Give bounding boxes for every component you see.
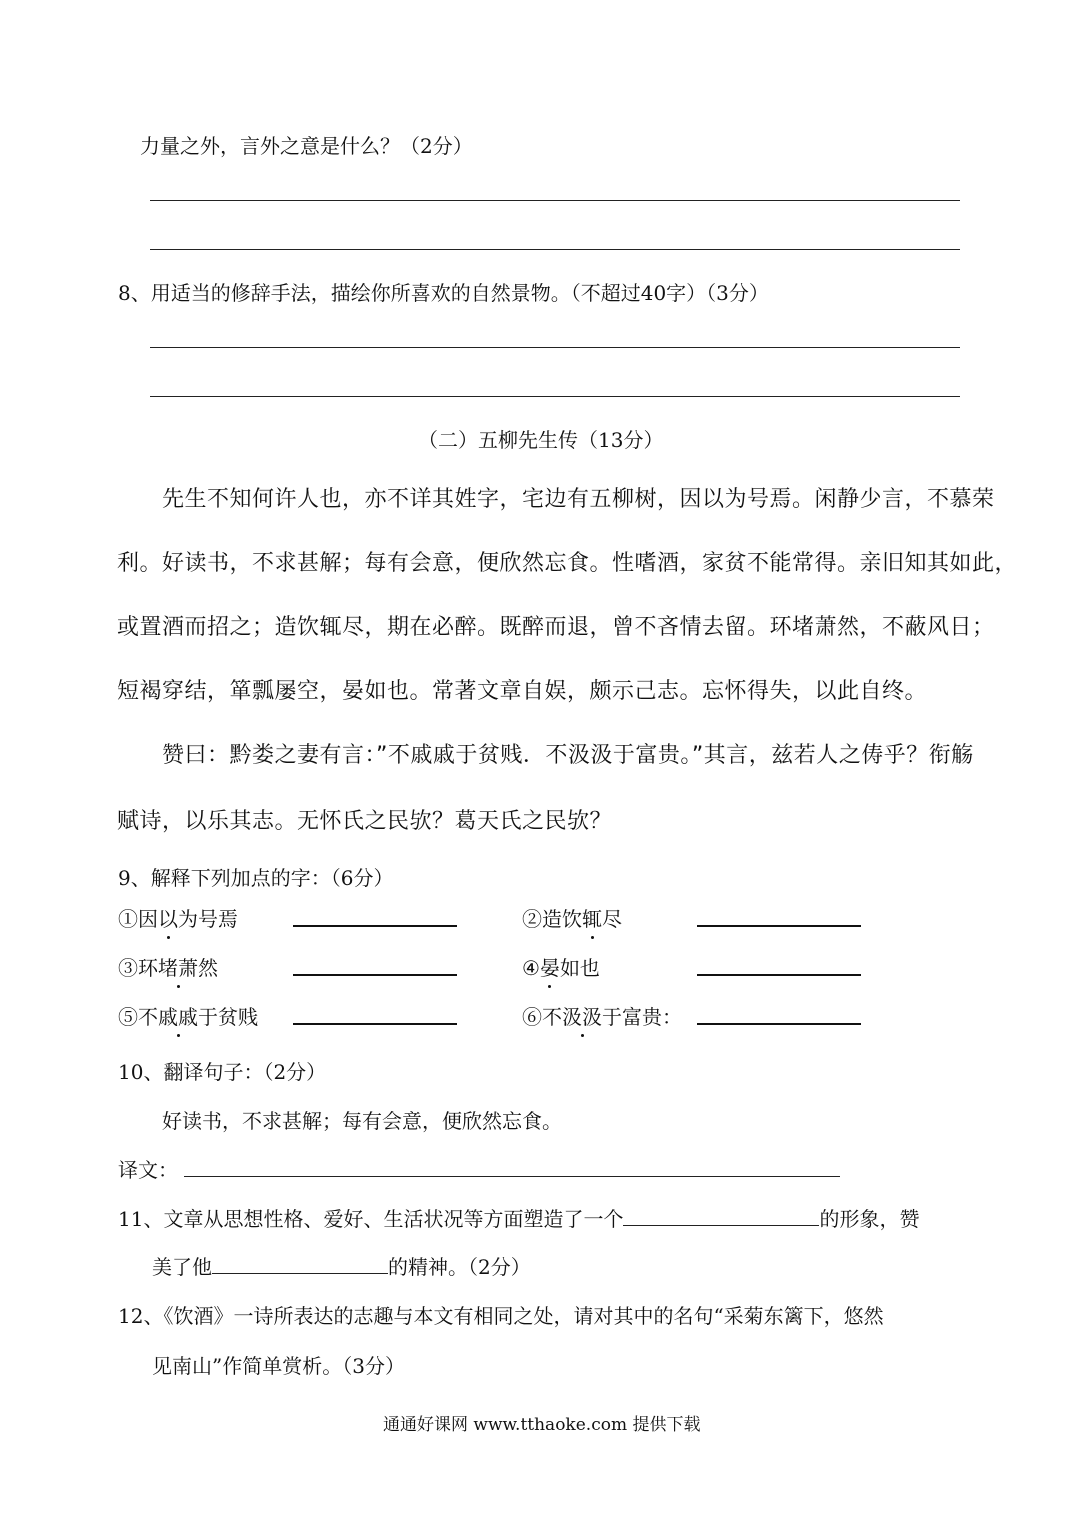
item-text: 不 bbox=[138, 1005, 158, 1029]
dotted-character: 辄 bbox=[582, 903, 602, 932]
item-text: 不 bbox=[542, 1005, 562, 1029]
fill-blank[interactable] bbox=[293, 1023, 457, 1025]
dotted-character: 堵萧 bbox=[158, 952, 198, 981]
fill-blank[interactable] bbox=[212, 1253, 388, 1274]
question-11 bbox=[118, 1203, 919, 1232]
q11-text: 的精神。（2分） bbox=[388, 1255, 531, 1279]
fill-blank[interactable] bbox=[293, 925, 457, 927]
question-12-cont: 见南山”作简单赏析。（3分） bbox=[152, 1354, 405, 1378]
passage-line: 或置酒而招之；造饮辄尽，期在必醉。既醉而退，曾不吝情去留。环堵萧然，不蔽风日； bbox=[117, 615, 995, 640]
question-11-cont bbox=[152, 1251, 531, 1280]
item-text: 为号焉 bbox=[178, 907, 238, 931]
q9-item-5 bbox=[118, 1001, 258, 1030]
item-text: 尽 bbox=[602, 907, 622, 931]
passage-line: 赋诗，以乐其志。无怀氏之民欤？葛天氏之民欤？ bbox=[117, 809, 613, 834]
item-text: 因 bbox=[138, 907, 158, 931]
item-number: ② bbox=[522, 907, 542, 931]
translation-answer-line[interactable] bbox=[184, 1176, 840, 1177]
fill-blank[interactable] bbox=[623, 1205, 819, 1226]
dotted-character: 晏 bbox=[540, 952, 560, 981]
dotted-character: 以 bbox=[158, 903, 178, 932]
q9-item-1 bbox=[118, 903, 238, 932]
answer-line[interactable] bbox=[150, 396, 960, 397]
page-footer: 通通好课网 www.tthaoke.com 提供下载 bbox=[383, 1415, 701, 1435]
item-text: 然 bbox=[198, 956, 218, 980]
dotted-character: 戚戚 bbox=[158, 1001, 198, 1030]
fill-blank[interactable] bbox=[697, 925, 861, 927]
item-text: 于贫贱 bbox=[198, 1005, 258, 1029]
section-title: （二）五柳先生传（13分） bbox=[418, 428, 664, 452]
q9-item-4 bbox=[522, 952, 600, 981]
q9-item-2 bbox=[522, 903, 622, 932]
q11-text: 美了他 bbox=[152, 1255, 212, 1279]
item-text: 造饮 bbox=[542, 907, 582, 931]
item-number: ④ bbox=[522, 956, 540, 980]
q11-text: 的形象，赞 bbox=[819, 1207, 920, 1231]
item-number: ③ bbox=[118, 956, 138, 980]
question-10: 10、翻译句子：（2分） bbox=[118, 1060, 327, 1084]
answer-line[interactable] bbox=[150, 200, 960, 201]
q9-item-6 bbox=[522, 1001, 682, 1030]
item-number: ⑤ bbox=[118, 1005, 138, 1029]
translation-sentence: 好读书，不求甚解；每有会意，便欣然忘食。 bbox=[162, 1109, 562, 1133]
item-text: 于富贵： bbox=[602, 1005, 682, 1029]
passage-line: 赞曰：黔娄之妻有言：”不戚戚于贫贱．不汲汲于富贵。”其言，兹若人之俦乎？衔觞 bbox=[162, 743, 974, 768]
dotted-character: 汲汲 bbox=[562, 1001, 602, 1030]
q11-text: 11、文章从思想性格、爱好、生活状况等方面塑造了一个 bbox=[118, 1207, 624, 1231]
item-number: ① bbox=[118, 907, 138, 931]
fill-blank[interactable] bbox=[697, 974, 861, 976]
answer-line[interactable] bbox=[150, 347, 960, 348]
question-8: 8、用适当的修辞手法，描绘你所喜欢的自然景物。（不超过40字）（3分） bbox=[118, 281, 769, 305]
item-number: ⑥ bbox=[522, 1005, 542, 1029]
passage-line: 先生不知何许人也，亦不详其姓字，宅边有五柳树，因以为号焉。闲静少言，不慕荣 bbox=[162, 487, 995, 512]
fill-blank[interactable] bbox=[697, 1023, 861, 1025]
passage-line: 短褐穿结，箪瓢屡空，晏如也。常著文章自娱，颇示己志。忘怀得失，以此自终。 bbox=[117, 679, 928, 704]
translation-label: 译文： bbox=[118, 1158, 178, 1182]
answer-line[interactable] bbox=[150, 249, 960, 250]
fill-blank[interactable] bbox=[293, 974, 457, 976]
question-12: 12、《饮酒》一诗所表达的志趣与本文有相同之处，请对其中的名句“采菊东篱下，悠然 bbox=[118, 1304, 884, 1328]
item-text: 环 bbox=[138, 956, 158, 980]
item-text: 如也 bbox=[559, 956, 600, 980]
q7-continuation: 力量之外，言外之意是什么？（2分） bbox=[140, 134, 473, 158]
q9-item-3 bbox=[118, 952, 218, 981]
passage-line: 利。好读书，不求甚解；每有会意，便欣然忘食。性嗜酒，家贫不能常得。亲旧知其如此， bbox=[117, 551, 1018, 576]
question-9: 9、解释下列加点的字：（6分） bbox=[118, 866, 394, 890]
